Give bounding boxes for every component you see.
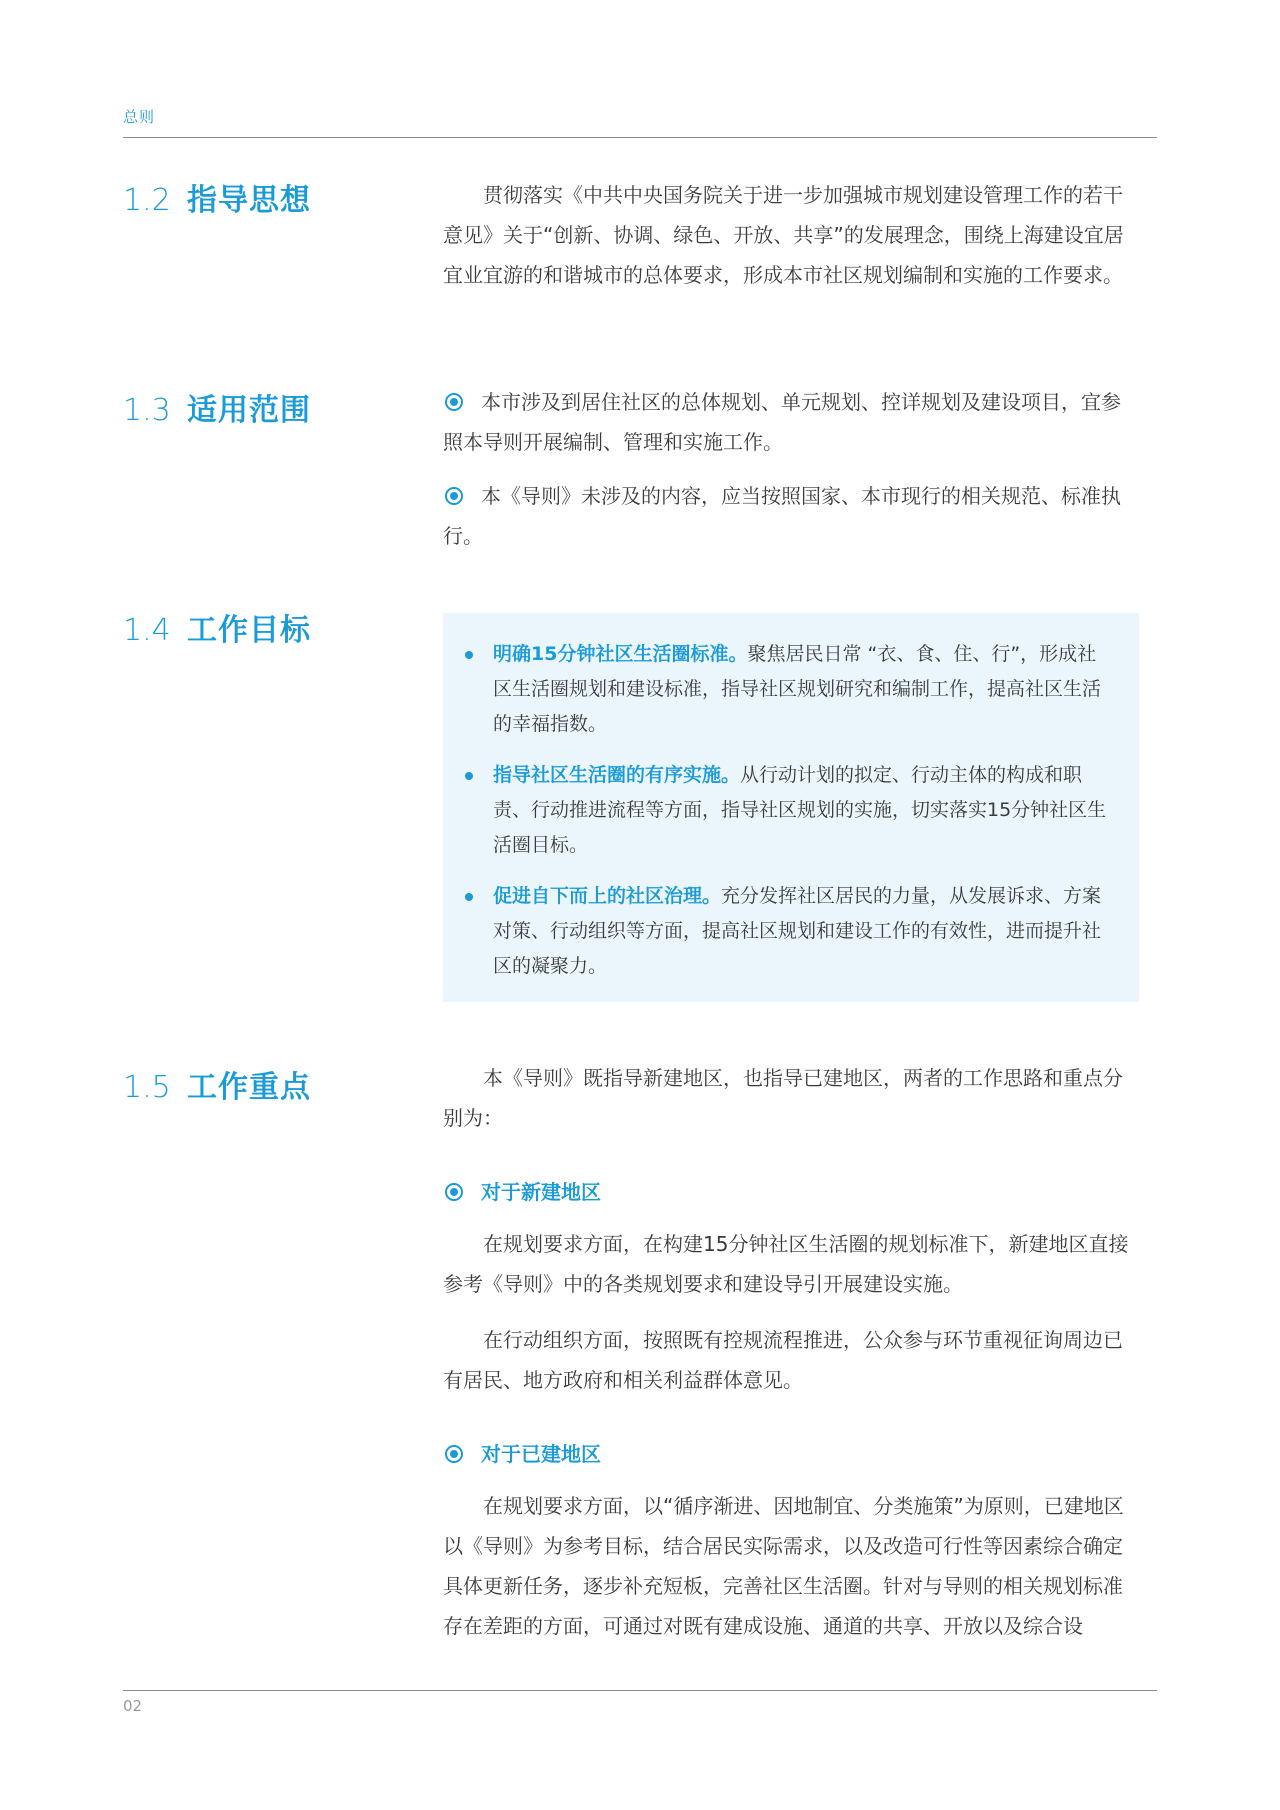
section-body-1-3 [443, 382, 1139, 556]
new-area-heading-text: 对于新建地区 [481, 1180, 601, 1204]
page-number: 02 [123, 1697, 143, 1715]
section-body-1-5 [443, 1058, 1139, 1646]
goal-lead: 促进自下而上的社区治理。 [493, 885, 722, 907]
target-circle-icon [445, 1445, 463, 1463]
target-circle-icon [445, 1183, 463, 1201]
built-area-heading [443, 1434, 1139, 1474]
goal-lead: 指导社区生活圈的有序实施。 [493, 764, 741, 786]
section-title: 工作目标 [187, 613, 311, 648]
header-rule [123, 137, 1157, 138]
section-title: 适用范围 [187, 393, 311, 428]
work-focus-intro: 本《导则》既指导新建地区，也指导已建地区，两者的工作思路和重点分别为： [443, 1066, 1123, 1130]
section-number: 1.2 [123, 183, 171, 218]
goal-text: 充分发挥社区居民的力量，从发展诉求、方案对策、行动组织等方面，提高社区规划和建设工作的有效性，进而提升社区的凝聚力。 [493, 885, 1102, 977]
scope-item [443, 476, 1139, 556]
guiding-ideology-paragraph: 贯彻落实《中共中央国务院关于进一步加强城市规划建设管理工作的若干意见》关于“创新、协调、绿色、开放、共享”的发展理念，围绕上海建设宜居宜业宜游的和谐城市的总体要求，形成本市社区规划编制和实施的工作要求。 [443, 183, 1124, 287]
section-number: 1.5 [123, 1070, 171, 1105]
goal-item [465, 637, 1115, 742]
section-heading-1-3 [123, 385, 311, 429]
built-area-heading-text: 对于已建地区 [481, 1442, 601, 1466]
new-area-action-paragraph: 在行动组织方面，按照既有控规流程推进，公众参与环节重视征询周边已有居民、地方政府和相关利益群体意见。 [443, 1328, 1123, 1392]
built-area-planning-paragraph: 在规划要求方面，以“循序渐进、因地制宜、分类施策”为原则，已建地区以《导则》为参考目标，结合居民实际需求，以及改造可行性等因素综合确定具体更新任务，逐步补充短板，完善社区生活圈。针对与导则的相关规划标准存在差距的方面，可通过对既有建成设施、通道的共享、开放以及综合设 [443, 1494, 1124, 1638]
footer-rule [123, 1690, 1157, 1691]
scope-item-text: 本市涉及到居住社区的总体规划、单元规划、控详规划及建设项目，宜参照本导则开展编制、管理和实施工作。 [443, 390, 1121, 454]
section-number: 1.4 [123, 613, 171, 648]
scope-item [443, 382, 1139, 462]
dot-icon [465, 651, 473, 659]
goal-item [465, 758, 1115, 863]
section-body-1-2 [443, 175, 1139, 295]
dot-icon [465, 893, 473, 901]
scope-item-text: 本《导则》未涉及的内容，应当按照国家、本市现行的相关规范、标准执行。 [443, 484, 1121, 548]
running-header: 总则 [123, 108, 156, 126]
goal-text: 聚焦居民日常 “衣、食、住、行”，形成社区生活圈规划和建设标准，指导社区规划研究和编制工作，提高社区生活的幸福指数。 [493, 643, 1102, 735]
section-number: 1.3 [123, 393, 171, 428]
new-area-planning-paragraph: 在规划要求方面，在构建15分钟社区生活圈的规划标准下，新建地区直接参考《导则》中的各类规划要求和建设导引开展建设实施。 [443, 1232, 1129, 1296]
goal-item [465, 879, 1115, 984]
work-goals-box [443, 613, 1139, 1002]
section-title: 指导思想 [187, 183, 311, 218]
dot-icon [465, 772, 473, 780]
section-title: 工作重点 [187, 1070, 311, 1105]
section-heading-1-5 [123, 1062, 311, 1106]
target-circle-icon [445, 487, 463, 505]
section-heading-1-4 [123, 605, 311, 649]
goal-lead: 明确15分钟社区生活圈标准。 [493, 643, 748, 665]
section-heading-1-2 [123, 175, 311, 219]
goal-text: 从行动计划的拟定、行动主体的构成和职责、行动推进流程等方面，指导社区规划的实施，切实落实15分钟社区生活圈目标。 [493, 764, 1107, 856]
new-area-heading [443, 1172, 1139, 1212]
target-circle-icon [445, 393, 463, 411]
